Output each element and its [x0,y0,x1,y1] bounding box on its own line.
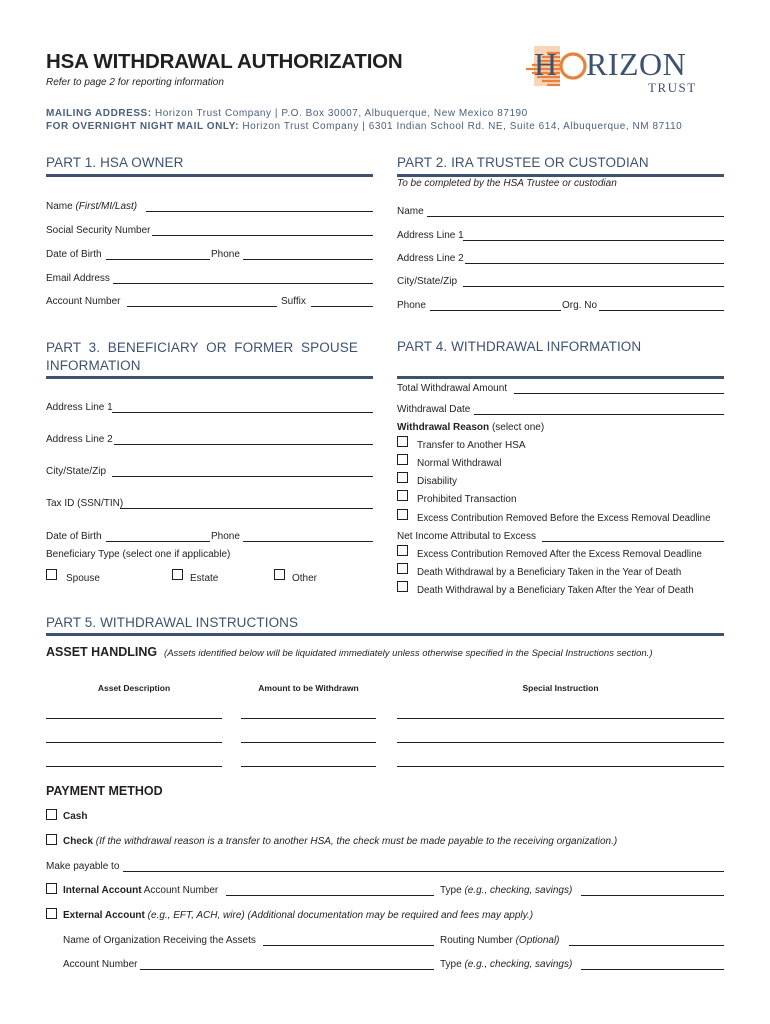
trustee-name-field[interactable] [427,216,724,217]
org-name-field[interactable] [263,945,434,946]
owner-dob-field[interactable] [106,259,210,260]
part2-title: PART 2. IRA TRUSTEE OR CUSTODIAN [397,155,649,170]
withdrawal-reason-label: Withdrawal Reason (select one) [397,422,545,433]
bene-type-label: Beneficiary Type (select one if applicable) [46,549,231,560]
logo-letter-h: H [534,46,558,82]
routing-field[interactable] [569,945,724,946]
external-account-checkbox[interactable] [46,908,57,919]
asset-special-field-3[interactable] [397,766,724,767]
logo-o-icon [558,50,588,82]
reason-disability-label: Disability [417,476,458,487]
reason-death-after-checkbox[interactable] [397,581,408,592]
bene-csz-field[interactable] [112,476,373,477]
col-amount-withdrawn: Amount to be Withdrawn [258,683,359,693]
part4-divider [397,376,724,379]
other-checkbox[interactable] [274,569,285,580]
col-special-instruction: Special Instruction [522,683,599,693]
asset-amount-field-2[interactable] [241,742,376,743]
trustee-org-label: Org. No [562,300,598,311]
internal-account-checkbox[interactable] [46,883,57,894]
ext-type-field[interactable] [581,969,724,970]
cash-checkbox[interactable] [46,809,57,820]
part2-note: To be completed by the HSA Trustee or custodian [397,178,617,189]
part3-divider [46,376,373,379]
owner-account-field[interactable] [127,306,277,307]
reason-normal-checkbox[interactable] [397,454,408,465]
bene-phone-label: Phone [211,531,240,542]
withdrawal-date-field[interactable] [474,414,724,415]
internal-account-label: Internal Account Account Number [63,885,219,896]
bene-dob-label: Date of Birth [46,531,102,542]
reason-disability-checkbox[interactable] [397,472,408,483]
internal-type-label: Type (e.g., checking, savings) [440,885,573,896]
trustee-phone-label: Phone [397,300,426,311]
mailing-address-label: MAILING ADDRESS: [46,108,152,119]
internal-account-field[interactable] [226,895,434,896]
asset-special-field-1[interactable] [397,718,724,719]
reason-prohibited-checkbox[interactable] [397,490,408,501]
part5-title: PART 5. WITHDRAWAL INSTRUCTIONS [46,615,299,630]
total-amount-field[interactable] [514,393,724,394]
owner-ssn-label: Social Security Number [46,225,151,236]
cash-label: Cash [63,811,88,822]
reason-excess-after-checkbox[interactable] [397,545,408,556]
asset-desc-field-2[interactable] [46,742,222,743]
bene-addr2-field[interactable] [114,444,373,445]
bene-dob-field[interactable] [106,541,210,542]
trustee-addr1-label: Address Line 1 [397,230,464,241]
other-label: Other [292,573,318,584]
reason-death-year-label: Death Withdrawal by a Beneficiary Taken in the Year of Death [417,567,682,578]
part3-title: PART 3. BENEFICIARY OR FORMER SPOUSE INFORMATION [46,340,358,373]
reason-death-after-label: Death Withdrawal by a Beneficiary Taken After the Year of Death [417,585,694,596]
bene-addr1-label: Address Line 1 [46,402,113,413]
asset-amount-field-1[interactable] [241,718,376,719]
trustee-addr2-field[interactable] [465,263,724,264]
owner-dob-label: Date of Birth [46,249,102,260]
asset-desc-field-1[interactable] [46,718,222,719]
trustee-name-label: Name [397,206,424,217]
owner-name-field[interactable] [146,211,373,212]
owner-suffix-field[interactable] [311,306,373,307]
reason-prohibited-label: Prohibited Transaction [417,494,517,505]
reason-excess-after-label: Excess Contribution Removed After the Excess Removal Deadline [417,549,702,560]
overnight-address-label: FOR OVERNIGHT NIGHT MAIL ONLY: [46,121,239,132]
net-income-label: Net Income Attributal to Excess [397,531,536,542]
spouse-checkbox[interactable] [46,569,57,580]
owner-ssn-field[interactable] [152,235,373,236]
net-income-field[interactable] [542,541,724,542]
reason-transfer-label: Transfer to Another HSA [417,440,526,451]
part1-divider [46,174,373,177]
mailing-address [46,108,528,119]
bene-addr1-field[interactable] [112,412,373,413]
logo-subtext: TRUST [648,80,697,95]
reason-excess-before-checkbox[interactable] [397,509,408,520]
internal-type-field[interactable] [581,895,724,896]
asset-special-field-2[interactable] [397,742,724,743]
payable-field[interactable] [123,871,724,872]
overnight-address [46,121,682,132]
page-subtitle: Refer to page 2 for reporting information [46,77,224,88]
trustee-org-field[interactable] [599,310,724,311]
trustee-addr2-label: Address Line 2 [397,253,464,264]
asset-handling-heading: ASSET HANDLING (Assets identified below will be liquidated immediately unless otherwise specified in the Special Instructions section.) [46,645,653,659]
check-checkbox[interactable] [46,834,57,845]
ext-account-number-label: Account Number [63,959,138,970]
ext-type-label: Type (e.g., checking, savings) [440,959,573,970]
estate-label: Estate [190,573,219,584]
reason-transfer-checkbox[interactable] [397,436,408,447]
part4-title: PART 4. WITHDRAWAL INFORMATION [397,339,642,354]
trustee-addr1-field[interactable] [463,240,724,241]
bene-csz-label: City/State/Zip [46,466,107,477]
spouse-label: Spouse [66,573,100,584]
bene-tax-field[interactable] [120,508,373,509]
trustee-csz-label: City/State/Zip [397,276,458,287]
owner-account-label: Account Number [46,296,121,307]
col-asset-description: Asset Description [97,683,171,693]
part1-title: PART 1. HSA OWNER [46,155,184,170]
routing-label: Routing Number (Optional) [440,935,560,946]
reason-normal-label: Normal Withdrawal [417,458,502,469]
owner-phone-label: Phone [211,249,240,260]
bene-addr2-label: Address Line 2 [46,434,113,445]
owner-suffix-label: Suffix [281,296,306,307]
logo-name: RIZON [586,46,687,82]
owner-phone-field[interactable] [243,259,373,260]
owner-email-label: Email Address [46,273,110,284]
check-label: Check (If the withdrawal reason is a transfer to another HSA, the check must be made payable to the receiving organization.) [63,836,618,847]
trustee-phone-field[interactable] [430,310,561,311]
bene-phone-field[interactable] [243,541,373,542]
bene-tax-label: Tax ID (SSN/TIN) [46,498,124,509]
total-amount-label: Total Withdrawal Amount [397,383,508,394]
part5-divider [46,633,724,636]
estate-checkbox[interactable] [172,569,183,580]
horizon-trust-logo [520,42,720,96]
payment-method-heading: PAYMENT METHOD [46,784,163,798]
asset-desc-field-3[interactable] [46,766,222,767]
overnight-address-value: Horizon Trust Company | 6301 Indian School Rd. NE, Suite 614, Albuquerque, NM 87110 [242,121,683,132]
reason-death-year-checkbox[interactable] [397,563,408,574]
mailing-address-value: Horizon Trust Company | P.O. Box 30007, Albuquerque, New Mexico 87190 [155,108,528,119]
trustee-csz-field[interactable] [463,286,724,287]
withdrawal-date-label: Withdrawal Date [397,404,471,415]
owner-email-field[interactable] [113,283,373,284]
external-account-label: External Account (e.g., EFT, ACH, wire) (Additional documentation may be required and fees may apply.) [63,910,534,921]
owner-name-label: Name (First/MI/Last) [46,201,138,212]
org-name-label: Name of Organization Receiving the Assets [63,935,256,946]
reason-excess-before-label: Excess Contribution Removed Before the Excess Removal Deadline [417,513,711,524]
asset-amount-field-3[interactable] [241,766,376,767]
part2-divider [397,174,724,177]
page-title: HSA WITHDRAWAL AUTHORIZATION [46,50,403,73]
ext-account-number-field[interactable] [140,969,434,970]
payable-label: Make payable to [46,861,120,872]
